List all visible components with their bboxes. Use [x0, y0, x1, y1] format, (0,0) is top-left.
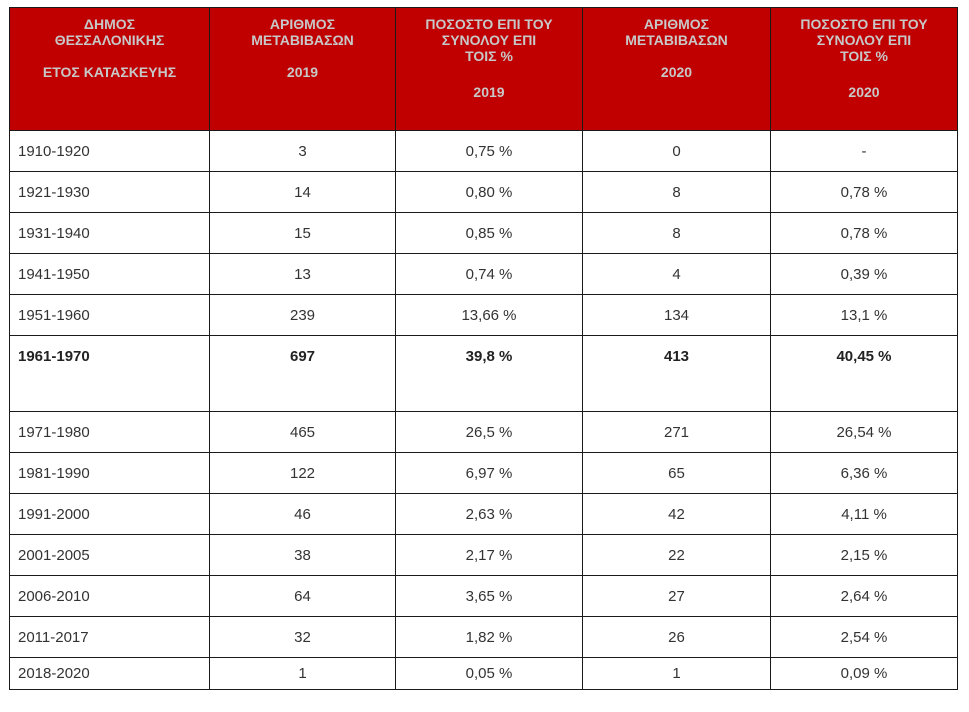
cell-percentage-2019: 13,66 %: [396, 295, 583, 336]
table-row: [10, 617, 958, 658]
header-transfers-2019: [210, 8, 396, 131]
header-line: 2020: [660, 64, 693, 80]
cell-year: 2001-2005: [10, 535, 210, 576]
cell-percentage-2020: 40,45 %: [771, 336, 958, 412]
header-line: ΠΟΣΟΣΤΟ ΕΠΙ ΤΟΥ: [425, 16, 553, 32]
table-row: [10, 172, 958, 213]
transfers-by-construction-year-table: [9, 7, 958, 690]
cell-transfers-2020: 8: [583, 172, 771, 213]
table-row: [10, 412, 958, 453]
cell-year: 2006-2010: [10, 576, 210, 617]
cell-year: 2011-2017: [10, 617, 210, 658]
header-line: ΕΤΟΣ ΚΑΤΑΣΚΕΥΗΣ: [42, 64, 177, 80]
header-line: ΑΡΙΘΜΟΣ: [269, 16, 336, 32]
table-row: [10, 494, 958, 535]
cell-transfers-2020: 42: [583, 494, 771, 535]
header-line: ΘΕΣΣΑΛΟΝΙΚΗΣ: [54, 32, 165, 48]
cell-transfers-2019: 697: [210, 336, 396, 412]
cell-transfers-2019: 1: [210, 658, 396, 690]
header-line: ΣΥΝΟΛΟΥ ΕΠΙ: [441, 32, 537, 48]
cell-year: 1971-1980: [10, 412, 210, 453]
cell-percentage-2019: 26,5 %: [396, 412, 583, 453]
cell-year: 1941-1950: [10, 254, 210, 295]
cell-transfers-2019: 3: [210, 131, 396, 172]
header-line: ΔΗΜΟΣ: [83, 16, 136, 32]
header-line: ΤΟΙΣ %: [840, 48, 888, 64]
cell-year: 1910-1920: [10, 131, 210, 172]
cell-transfers-2020: 0: [583, 131, 771, 172]
header-line: ΜΕΤΑΒΙΒΑΣΩΝ: [625, 32, 728, 48]
cell-transfers-2020: 8: [583, 213, 771, 254]
cell-transfers-2019: 32: [210, 617, 396, 658]
cell-transfers-2020: 413: [583, 336, 771, 412]
cell-transfers-2020: 22: [583, 535, 771, 576]
cell-percentage-2020: -: [771, 131, 958, 172]
cell-transfers-2020: 271: [583, 412, 771, 453]
table-row: [10, 535, 958, 576]
cell-percentage-2019: 0,80 %: [396, 172, 583, 213]
cell-percentage-2019: 0,85 %: [396, 213, 583, 254]
header-line: ΤΟΙΣ %: [465, 48, 513, 64]
cell-year: 1931-1940: [10, 213, 210, 254]
table-row: [10, 213, 958, 254]
table-row: [10, 576, 958, 617]
cell-percentage-2020: 6,36 %: [771, 453, 958, 494]
cell-transfers-2020: 27: [583, 576, 771, 617]
cell-percentage-2020: 2,15 %: [771, 535, 958, 576]
cell-percentage-2019: 2,17 %: [396, 535, 583, 576]
header-line: ΠΟΣΟΣΤΟ ΕΠΙ ΤΟΥ: [800, 16, 928, 32]
cell-percentage-2020: 0,39 %: [771, 254, 958, 295]
cell-percentage-2020: 4,11 %: [771, 494, 958, 535]
header-line: ΜΕΤΑΒΙΒΑΣΩΝ: [251, 32, 354, 48]
cell-transfers-2019: 13: [210, 254, 396, 295]
transfers-table-container: [9, 7, 958, 690]
cell-percentage-2019: 0,05 %: [396, 658, 583, 690]
cell-percentage-2020: 2,64 %: [771, 576, 958, 617]
header-percentage-2020: [771, 8, 958, 131]
cell-transfers-2020: 65: [583, 453, 771, 494]
cell-percentage-2019: 1,82 %: [396, 617, 583, 658]
cell-percentage-2019: 39,8 %: [396, 336, 583, 412]
cell-year: 1951-1960: [10, 295, 210, 336]
cell-percentage-2020: 26,54 %: [771, 412, 958, 453]
cell-year: 2018-2020: [10, 658, 210, 690]
cell-transfers-2020: 1: [583, 658, 771, 690]
cell-percentage-2020: 0,09 %: [771, 658, 958, 690]
header-line: ΣΥΝΟΛΟΥ ΕΠΙ: [816, 32, 912, 48]
cell-transfers-2019: 15: [210, 213, 396, 254]
table-header-row: [10, 8, 958, 131]
cell-percentage-2020: 0,78 %: [771, 213, 958, 254]
cell-transfers-2019: 64: [210, 576, 396, 617]
cell-percentage-2019: 6,97 %: [396, 453, 583, 494]
table-row: [10, 254, 958, 295]
cell-transfers-2019: 38: [210, 535, 396, 576]
cell-year: 1921-1930: [10, 172, 210, 213]
cell-transfers-2020: 26: [583, 617, 771, 658]
table-row: [10, 295, 958, 336]
cell-year: 1981-1990: [10, 453, 210, 494]
cell-percentage-2020: 2,54 %: [771, 617, 958, 658]
cell-transfers-2020: 134: [583, 295, 771, 336]
header-municipality-year: [10, 8, 210, 131]
cell-transfers-2019: 46: [210, 494, 396, 535]
cell-percentage-2019: 2,63 %: [396, 494, 583, 535]
table-row: [10, 453, 958, 494]
header-line: 2019: [286, 64, 319, 80]
cell-year: 1961-1970: [10, 336, 210, 412]
header-percentage-2019: [396, 8, 583, 131]
cell-transfers-2019: 239: [210, 295, 396, 336]
header-line: ΑΡΙΘΜΟΣ: [643, 16, 710, 32]
header-transfers-2020: [583, 8, 771, 131]
cell-transfers-2019: 14: [210, 172, 396, 213]
cell-year: 1991-2000: [10, 494, 210, 535]
cell-percentage-2020: 0,78 %: [771, 172, 958, 213]
table-row: [10, 658, 958, 690]
cell-percentage-2019: 0,74 %: [396, 254, 583, 295]
header-line: 2019: [473, 84, 505, 100]
cell-transfers-2019: 465: [210, 412, 396, 453]
cell-transfers-2020: 4: [583, 254, 771, 295]
header-line: 2020: [848, 84, 880, 100]
cell-percentage-2019: 0,75 %: [396, 131, 583, 172]
cell-transfers-2019: 122: [210, 453, 396, 494]
table-row-highlighted: [10, 336, 958, 412]
cell-percentage-2020: 13,1 %: [771, 295, 958, 336]
table-row: [10, 131, 958, 172]
cell-percentage-2019: 3,65 %: [396, 576, 583, 617]
